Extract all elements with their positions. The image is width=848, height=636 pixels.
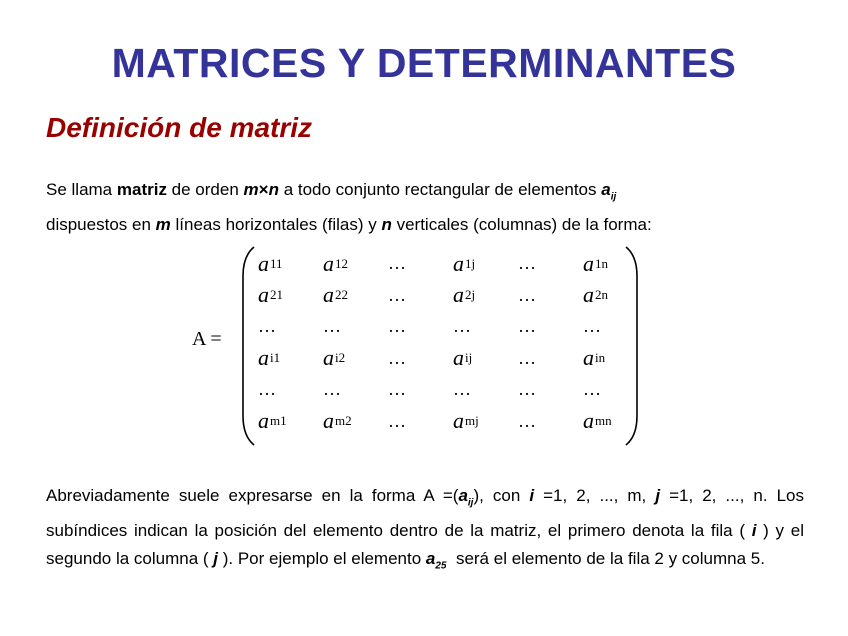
matrix-cell	[516, 248, 581, 280]
matrix-cell	[321, 311, 386, 343]
matrix-cell-base: a	[583, 250, 594, 276]
matrix-cell	[516, 374, 581, 406]
matrix-cell-subscript: 2n	[595, 287, 608, 303]
matrix-cell-subscript: m1	[270, 413, 287, 429]
matrix-cell-base: a	[258, 282, 269, 308]
explanation-paragraph	[46, 482, 809, 581]
text-run: ), con	[473, 486, 530, 505]
matrix-cell-base: a	[258, 250, 269, 276]
matrix-cell-subscript: 21	[270, 287, 283, 303]
matrix-cell-base: …	[583, 316, 602, 337]
var-m: m	[243, 180, 259, 199]
text-run: ) y el segundo la columna (	[46, 521, 809, 569]
matrix-cell	[386, 280, 451, 312]
text-run: =1, 2, ..., n. Los subíndices indican la posición del elemento dentro de la matriz, el primero denota la fila (	[46, 486, 809, 541]
text-run: verticales (columnas) de la forma:	[391, 215, 652, 235]
var-i: i	[751, 521, 757, 541]
matrix-cell-base: …	[518, 253, 537, 274]
matrix-cell-base: a	[583, 345, 594, 371]
matrix-cell	[386, 248, 451, 280]
right-parenthesis	[624, 246, 638, 446]
matrix-cell	[451, 343, 516, 375]
text-run: será el elemento de la fila 2 y columna 5.	[446, 549, 765, 569]
matrix-cell-subscript: i2	[335, 350, 346, 366]
matrix-cell-subscript: mj	[465, 413, 479, 429]
matrix-cell	[321, 374, 386, 406]
slide-title: MATRICES Y DETERMINANTES	[111, 40, 737, 86]
matrix-cell-subscript: m2	[335, 413, 352, 429]
matrix-cell-base: …	[518, 284, 537, 305]
matrix-cell-base: …	[258, 379, 277, 400]
matrix-cell-base: a	[583, 408, 594, 434]
matrix-cell-subscript: 12	[335, 255, 348, 271]
matrix-cell-subscript: i1	[270, 350, 281, 366]
element-aij: a	[601, 180, 611, 199]
matrix-cell-base: a	[453, 408, 464, 434]
definition-paragraph	[46, 176, 816, 239]
matrix-cell-base: a	[323, 408, 334, 434]
matrix-figure	[192, 246, 652, 448]
section-subtitle: Definición de matriz	[46, 112, 313, 143]
matrix-cell	[256, 374, 321, 406]
element-aij-sub: ij	[610, 191, 617, 203]
matrix-cell-base: a	[323, 345, 334, 371]
matrix-cell	[386, 406, 451, 438]
matrix-cell-subscript: 1j	[465, 255, 476, 271]
matrix-cell-base: a	[258, 408, 269, 434]
matrix-cell-subscript: 22	[335, 287, 348, 303]
element-aij: a	[458, 486, 468, 505]
matrix-cell-base: …	[518, 316, 537, 337]
matrix-cell-base: a	[453, 345, 464, 371]
matrix-cell-base: …	[388, 347, 407, 368]
matrix-cell-subscript: mn	[595, 413, 612, 429]
matrix-cell	[321, 248, 386, 280]
matrix-cell-base: …	[388, 253, 407, 274]
matrix-cell-base: …	[388, 284, 407, 305]
matrix-cell	[516, 280, 581, 312]
matrix-cell	[451, 374, 516, 406]
matrix-grid	[256, 248, 646, 437]
matrix-cell-base: …	[323, 379, 342, 400]
matrix-cell-base: …	[518, 379, 537, 400]
text-run: Abreviadamente suele expresarse en la forma A =(	[46, 486, 459, 505]
matrix-cell	[451, 280, 516, 312]
matrix-cell-subscript: 1n	[595, 255, 608, 271]
matrix-cell	[256, 280, 321, 312]
matrix-cell	[386, 311, 451, 343]
matrix-cell	[451, 248, 516, 280]
matrix-cell-base: a	[453, 282, 464, 308]
matrix-cell	[321, 406, 386, 438]
matrix-cell-base: …	[388, 379, 407, 400]
matrix-cell-subscript: in	[595, 350, 606, 366]
matrix-cell-base: …	[518, 347, 537, 368]
var-n: n	[381, 215, 392, 235]
text-run: líneas horizontales (filas) y	[170, 215, 382, 235]
matrix-cell	[256, 406, 321, 438]
element-aij-sub: ij	[467, 497, 474, 509]
text-run: a todo conjunto rectangular de elementos	[278, 180, 602, 199]
matrix-cell-base: …	[583, 379, 602, 400]
matrix-cell	[516, 343, 581, 375]
matrix-cell-base: …	[388, 410, 407, 431]
matrix-cell	[516, 406, 581, 438]
matrix-cell	[516, 311, 581, 343]
matrix-cell-base: …	[258, 316, 277, 337]
element-a25: a	[425, 549, 436, 569]
matrix-cell	[256, 343, 321, 375]
matrix-cell	[321, 280, 386, 312]
times-sign: ×	[258, 180, 269, 199]
matrix-cell-base: …	[323, 316, 342, 337]
matrix-cell-base: a	[323, 282, 334, 308]
text-run: Se llama	[46, 180, 117, 199]
text-run: dispuestos en	[46, 215, 156, 235]
var-j: j	[213, 549, 219, 569]
matrix-cell	[386, 374, 451, 406]
text-run: =1, 2, ..., m,	[534, 486, 656, 505]
matrix-cell	[256, 248, 321, 280]
element-a25-sub: 25	[435, 560, 447, 572]
matrix-cell-subscript: 2j	[465, 287, 476, 303]
text-run: ). Por ejemplo el elemento	[218, 549, 426, 569]
matrix-cell	[451, 311, 516, 343]
matrix-cell	[451, 406, 516, 438]
matrix-cell-base: a	[258, 345, 269, 371]
matrix-cell	[321, 343, 386, 375]
var-j: j	[655, 486, 661, 505]
var-m: m	[155, 215, 171, 235]
matrix-cell-base: a	[583, 282, 594, 308]
matrix-cell-subscript: ij	[465, 350, 473, 366]
matrix-cell-base: …	[453, 316, 472, 337]
left-parenthesis	[242, 246, 256, 446]
matrix-cell-base: …	[453, 379, 472, 400]
matrix-cell-base: a	[453, 250, 464, 276]
matrix-cell	[386, 343, 451, 375]
matrix-cell-base: …	[388, 316, 407, 337]
matrix-cell-base: …	[518, 410, 537, 431]
matrix-cell	[256, 311, 321, 343]
matrix-cell-subscript: 11	[270, 255, 283, 271]
matrix-cell-base: a	[323, 250, 334, 276]
var-n: n	[268, 180, 279, 199]
matrix-label: A =	[192, 328, 222, 350]
text-run: de orden	[166, 180, 244, 199]
var-i: i	[529, 486, 535, 505]
term-matriz: matriz	[116, 180, 167, 199]
